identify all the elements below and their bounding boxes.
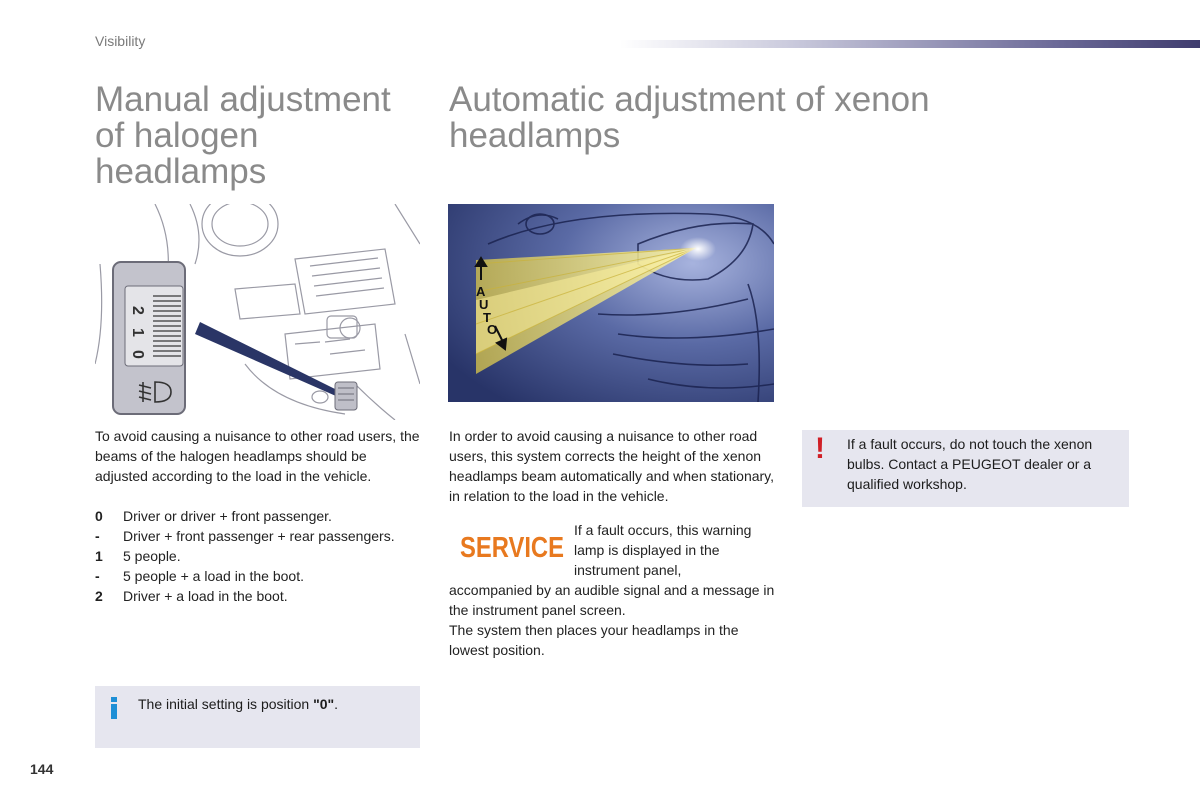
- left-title: Manual adjustment of halogen headlamps: [95, 80, 391, 191]
- header-accent-bar: [620, 40, 1200, 48]
- load-position-list: [95, 506, 420, 606]
- service-fault-text: If a fault occurs, this warning lamp is displayed in the instrument panel,: [574, 522, 752, 578]
- dial-label-1: 1: [129, 328, 146, 337]
- position-text: Driver + a load in the boot.: [123, 588, 288, 604]
- page-number: 144: [30, 761, 54, 777]
- service-warning-lamp-icon: SERVICE: [460, 532, 564, 564]
- position-text: Driver + front passenger + rear passengers.: [123, 528, 395, 544]
- section-label: Visibility: [95, 33, 146, 49]
- list-item: [95, 506, 420, 526]
- service-cont-line: accompanied by an audible signal and a message in the instrument panel screen.: [449, 582, 775, 618]
- position-key: 1: [95, 548, 103, 564]
- svg-text:U: U: [479, 297, 489, 312]
- position-text: Driver or driver + front passenger.: [123, 508, 332, 524]
- note-text-before: The initial setting is position: [138, 696, 314, 712]
- svg-text:T: T: [483, 310, 491, 325]
- xenon-beam-illustration: [448, 204, 774, 402]
- right-title: Automatic adjustment of xenon headlamps: [449, 80, 930, 155]
- xenon-intro-text: In order to avoid causing a nuisance to other road users, this system corrects the height of the xenon headlamps beam automatically and when stationary, in relation to the load in the vehicle.: [449, 428, 775, 504]
- info-icon: [108, 697, 120, 719]
- position-key: 0: [95, 508, 103, 524]
- info-note-text: [138, 694, 338, 714]
- halogen-intro-text: To avoid causing a nuisance to other road users, the beams of the halogen headlamps should be adjusted according to the load in the vehicle.: [95, 428, 420, 484]
- svg-text:O: O: [487, 322, 498, 337]
- dial-label-0: 0: [129, 350, 146, 359]
- headlamp-dial-illustration: [95, 204, 420, 420]
- note-text-after: .: [334, 696, 339, 712]
- note-text-bold: "0": [313, 696, 335, 712]
- warning-exclamation-icon: !: [815, 432, 825, 465]
- warning-text: If a fault occurs, do not touch the xenon bulbs. Contact a PEUGEOT dealer or a qualified workshop.: [847, 436, 1093, 492]
- svg-text:A: A: [476, 284, 486, 299]
- position-key: -: [95, 568, 100, 584]
- list-item: [95, 546, 420, 566]
- list-item: [95, 526, 420, 546]
- service-continued-text: [449, 580, 779, 660]
- dial-label-2: 2: [129, 306, 146, 315]
- position-key: 2: [95, 588, 103, 604]
- list-item: [95, 586, 420, 606]
- lowest-position-text: The system then places your headlamps in the lowest position.: [449, 622, 739, 658]
- list-item: [95, 566, 420, 586]
- position-text: 5 people + a load in the boot.: [123, 568, 304, 584]
- position-key: -: [95, 528, 100, 544]
- position-text: 5 people.: [123, 548, 181, 564]
